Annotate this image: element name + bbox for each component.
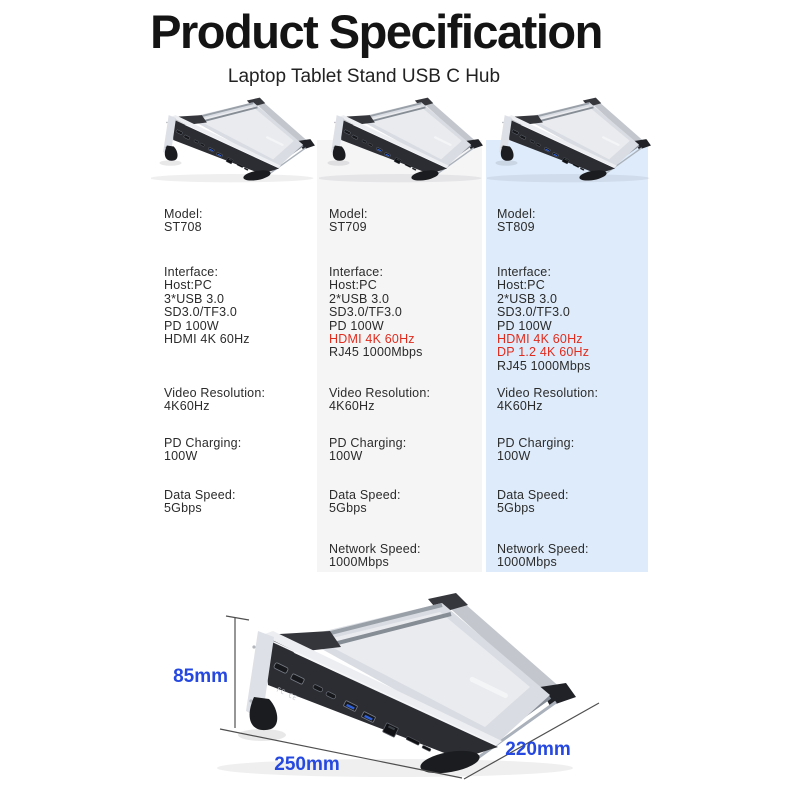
interface-line: PD 100W <box>497 318 552 333</box>
dimension-tick <box>226 616 249 620</box>
interface-line: SD3.0/TF3.0 <box>497 305 571 320</box>
interface-line: SD3.0/TF3.0 <box>329 305 403 320</box>
video-resolution-label: Video Resolution: <box>497 386 599 400</box>
video-resolution-value: 4K60Hz <box>164 399 210 414</box>
video-resolution-value: 4K60Hz <box>497 399 543 414</box>
interface-line-highlight: HDMI 4K 60Hz <box>497 332 583 347</box>
interface-line: RJ45 1000Mbps <box>329 345 423 360</box>
model-value: ST708 <box>164 220 202 235</box>
dimension-figure <box>150 585 710 800</box>
interface-line: 2*USB 3.0 <box>497 291 558 306</box>
network-speed-label: Network Speed: <box>497 542 589 556</box>
interface-label: Interface: <box>329 265 384 279</box>
dimension-depth-label: 250mm <box>274 754 340 775</box>
spec-column-st709 <box>317 140 482 572</box>
network-speed-value: 1000Mbps <box>497 555 557 570</box>
interface-line: Host:PC <box>497 278 545 293</box>
page-title: Product Specification <box>150 5 602 58</box>
data-speed-label: Data Speed: <box>329 488 401 502</box>
interface-line: HDMI 4K 60Hz <box>164 332 250 347</box>
pd-charging-value: 100W <box>497 449 531 464</box>
interface-line: RJ45 1000Mbps <box>497 358 591 373</box>
interface-line: SD3.0/TF3.0 <box>164 305 238 320</box>
video-resolution-value: 4K60Hz <box>329 399 375 414</box>
network-speed-value: 1000Mbps <box>329 555 389 570</box>
video-resolution-label: Video Resolution: <box>164 386 266 400</box>
data-speed-value: 5Gbps <box>497 501 535 516</box>
interface-line: PD 100W <box>329 318 384 333</box>
pd-charging-label: PD Charging: <box>497 436 575 450</box>
certification-marks: FC CE <box>275 685 299 703</box>
interface-line-highlight: HDMI 4K 60Hz <box>329 332 415 347</box>
model-value: ST709 <box>329 220 367 235</box>
interface-line: Host:PC <box>329 278 377 293</box>
data-speed-label: Data Speed: <box>497 488 569 502</box>
interface-line: PD 100W <box>164 318 219 333</box>
interface-line-highlight: DP 1.2 4K 60Hz <box>497 345 590 360</box>
video-resolution-label: Video Resolution: <box>329 386 431 400</box>
pd-charging-value: 100W <box>329 449 363 464</box>
pd-charging-label: PD Charging: <box>329 436 407 450</box>
page-subtitle: Laptop Tablet Stand USB C Hub <box>227 66 501 87</box>
network-speed-label: Network Speed: <box>329 542 421 556</box>
model-label: Model: <box>329 207 368 221</box>
spec-column-st809 <box>485 140 650 572</box>
model-value: ST809 <box>497 220 535 235</box>
interface-line: 3*USB 3.0 <box>164 291 225 306</box>
pd-charging-label: PD Charging: <box>164 436 242 450</box>
model-label: Model: <box>164 207 203 221</box>
pd-charging-value: 100W <box>164 449 198 464</box>
dimension-width-label: 220mm <box>505 739 571 760</box>
interface-line: Host:PC <box>164 278 212 293</box>
data-speed-value: 5Gbps <box>329 501 367 516</box>
interface-label: Interface: <box>497 265 552 279</box>
model-label: Model: <box>497 207 536 221</box>
interface-label: Interface: <box>164 265 219 279</box>
dimension-height-label: 85mm <box>173 666 228 687</box>
data-speed-label: Data Speed: <box>164 488 236 502</box>
data-speed-value: 5Gbps <box>164 501 202 516</box>
interface-line: 2*USB 3.0 <box>329 291 390 306</box>
spec-column-st708 <box>152 140 317 572</box>
